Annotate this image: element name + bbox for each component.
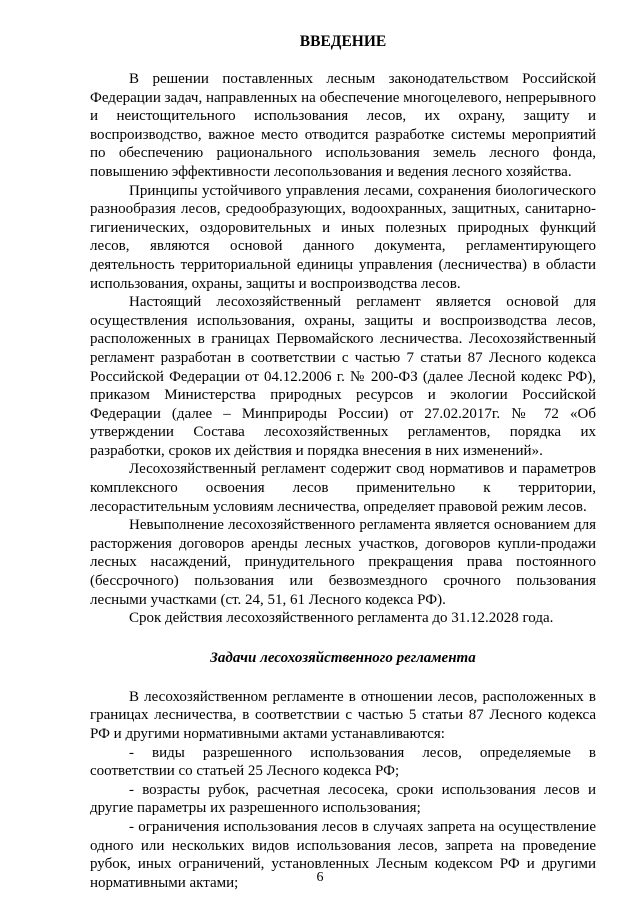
section-title: Задачи лесохозяйственного регламента: [210, 649, 476, 666]
intro-paragraph-6: Срок действия лесохозяйственного регламента до 31.12.2028 года.: [129, 610, 554, 627]
section-list-item-3: - ограничения использования лесов в случаях запрета на осуществление одного или нескольких видов использования лесов, запрета на проведение рубок, иных ограничений, установленных Лесным кодексом РФ и другими нормативными актами;: [90, 818, 596, 891]
section-list-item-2: - возрасты рубок, расчетная лесосека, сроки использования лесов и другие параметры их разрешенного использования;: [90, 781, 596, 817]
section-paragraph-1: В лесохозяйственном регламенте в отношении лесов, расположенных в границах лесничества, в соответствии с частью 5 статьи 87 Лесного кодекса РФ и другими нормативными актами устанавливаются:: [90, 688, 596, 742]
document-title: ВВЕДЕНИЕ: [299, 33, 387, 50]
section-list-item-1: - виды разрешенного использования лесов, определяемые в соответствии со статьей 25 Лесного кодекса РФ;: [90, 744, 596, 780]
intro-paragraph-5: Невыполнение лесохозяйственного регламента является основанием для расторжения договоров аренды лесных участков, договоров купли-продажи лесных насаждений, принудительного прекращения права постоянного (бессрочного) пользования или безвозмездного срочного пользования лесными участками (ст. 24, 51, 61 Лесного кодекса РФ).: [90, 517, 596, 608]
intro-paragraph-2: Принципы устойчивого управления лесами, сохранения биологического разнообразия лесов, средообразующих, водоохранных, защитных, санитарно-гигиенических, оздоровительных и иных полезных природных функций лесов, являются основой данного документа, регламентирующего деятельность территориальной единицы управления (лесничества) в области использования, охраны, защиты и воспроизводства лесов.: [90, 182, 596, 292]
intro-paragraph-1: В решении поставленных лесным законодательством Российской Федерации задач, направленных на обеспечение многоцелевого, непрерывного и неистощительного использования лесов, их охрану, защиту и воспроизводство, важное место отводится разработке системы мероприятий по обеспечению рационального использования земель лесного фонда, повышению эффективности лесопользования и ведения лесного хозяйства.: [90, 71, 596, 180]
intro-paragraph-4: Лесохозяйственный регламент содержит свод нормативов и параметров комплексного освоения лесов применительно к территории, лесорастительным условиям лесничества, определяет правовой режим лесов.: [90, 461, 596, 515]
document-page: [90, 32, 596, 892]
page-number: 6: [316, 870, 324, 885]
intro-paragraph-3: Настоящий лесохозяйственный регламент является основой для осуществления использования, охраны, защиты и воспроизводства лесов, расположенных в границах Первомайского лесничества. Лесохозяйственный регламент разработан в соответствии с частью 7 статьи 87 Лесного кодекса Российской Федерации от 04.12.2006 г. № 200-ФЗ (далее Лесной кодекс РФ), приказом Министерства природных ресурсов и экологии Российской Федерации (далее – Минприроды России) от 27.02.2017г. № 72 «Об утверждении Состава лесохозяйственных регламентов, порядка их разработки, сроков их действия и порядка внесения в них изменений».: [90, 294, 596, 459]
